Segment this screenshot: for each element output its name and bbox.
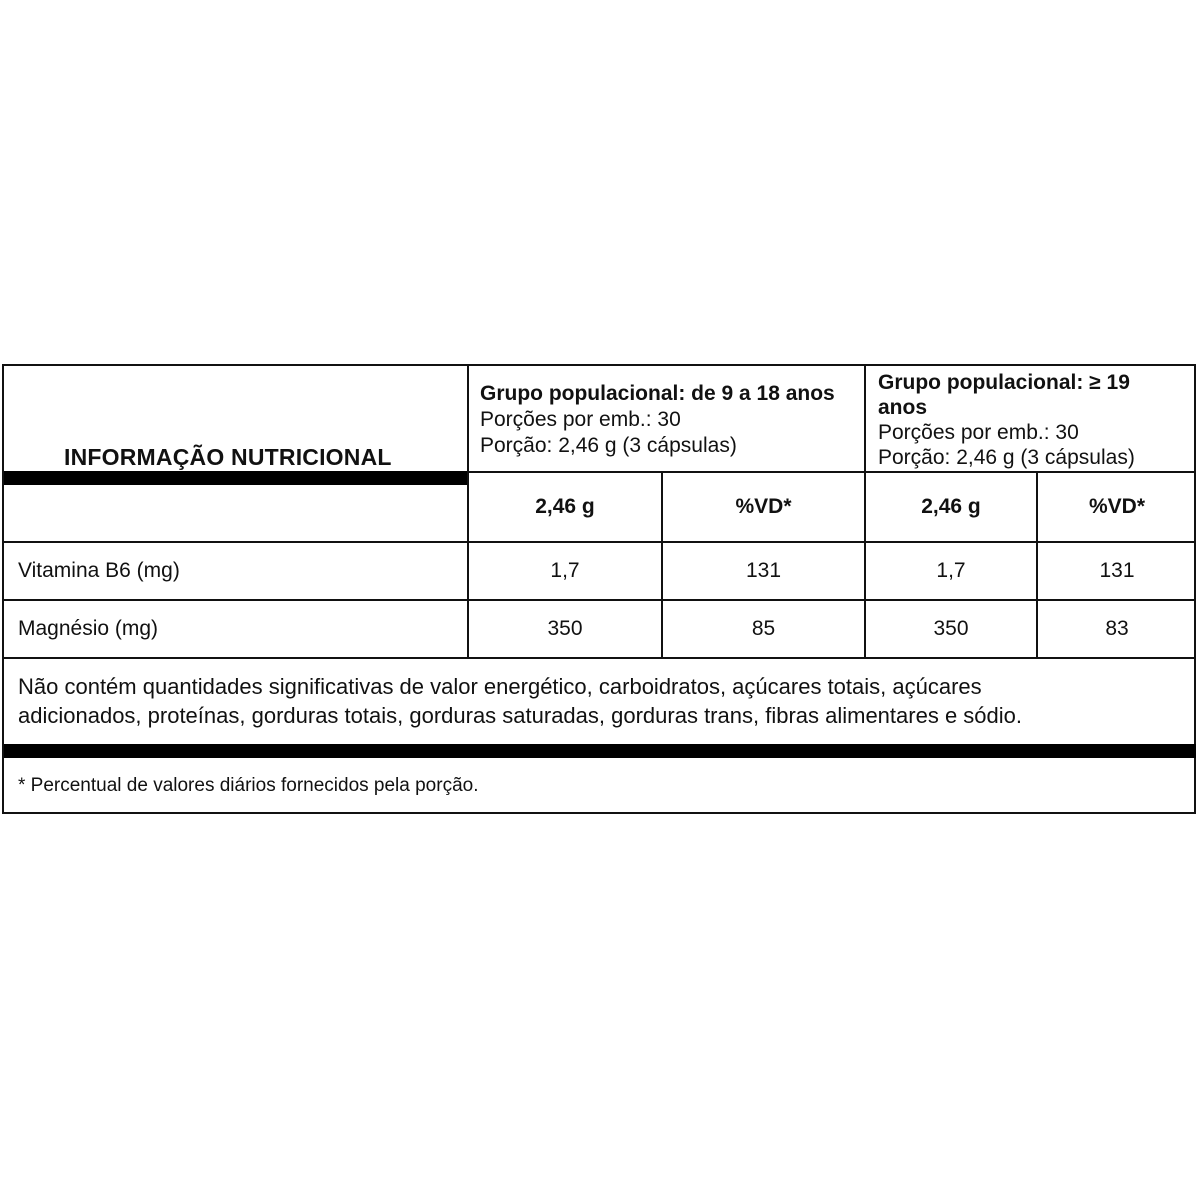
group-header-2 — [878, 370, 1135, 470]
row-label-magnesium: Magnésio (mg) — [18, 617, 159, 640]
note-line: Não contém quantidades significativas de valor energético, carboidratos, açúcares totais, açúcares — [18, 674, 982, 699]
group-header-1 — [480, 381, 835, 459]
table-cell: 83 — [1105, 617, 1129, 640]
portion-size: Porção: 2,46 g (3 cápsulas) — [878, 446, 1135, 469]
table-cell: 85 — [751, 617, 776, 640]
group-heading: anos — [878, 396, 928, 419]
portions-per-package: Porções por emb.: 30 — [480, 408, 681, 431]
column-header-amount: 2,46 g — [535, 495, 595, 518]
column-header-amount: 2,46 g — [921, 495, 981, 518]
table-cell: 1,7 — [936, 559, 966, 582]
row-label-vitamin-b6: Vitamina B6 (mg) — [18, 559, 180, 582]
table-cell: 350 — [933, 617, 969, 640]
table-cell: 131 — [745, 559, 782, 582]
footer-thick-rule — [4, 744, 1196, 758]
group-heading: Grupo populacional: ≥ 19 — [878, 371, 1130, 394]
column-header-dv: %VD* — [1088, 495, 1146, 518]
header-thick-rule — [4, 471, 467, 485]
table-cell: 1,7 — [550, 559, 580, 582]
nutrition-note — [18, 672, 1188, 730]
row-divider — [4, 657, 1196, 659]
portion-size: Porção: 2,46 g (3 cápsulas) — [480, 434, 737, 457]
nutrition-table — [2, 364, 1196, 814]
table-title: INFORMAÇÃO NUTRICIONAL — [64, 444, 392, 470]
table-cell: 350 — [547, 617, 583, 640]
table-cell: 131 — [1099, 559, 1135, 582]
note-line: adicionados, proteínas, gorduras totais, gorduras saturadas, gorduras trans, fibras alimentares e sódio. — [18, 703, 1022, 728]
footnote: * Percentual de valores diários fornecidos pela porção. — [18, 775, 479, 796]
group-heading: Grupo populacional: de 9 a 18 anos — [480, 382, 835, 405]
column-header-dv: %VD* — [735, 495, 792, 518]
portions-per-package: Porções por emb.: 30 — [878, 421, 1079, 444]
